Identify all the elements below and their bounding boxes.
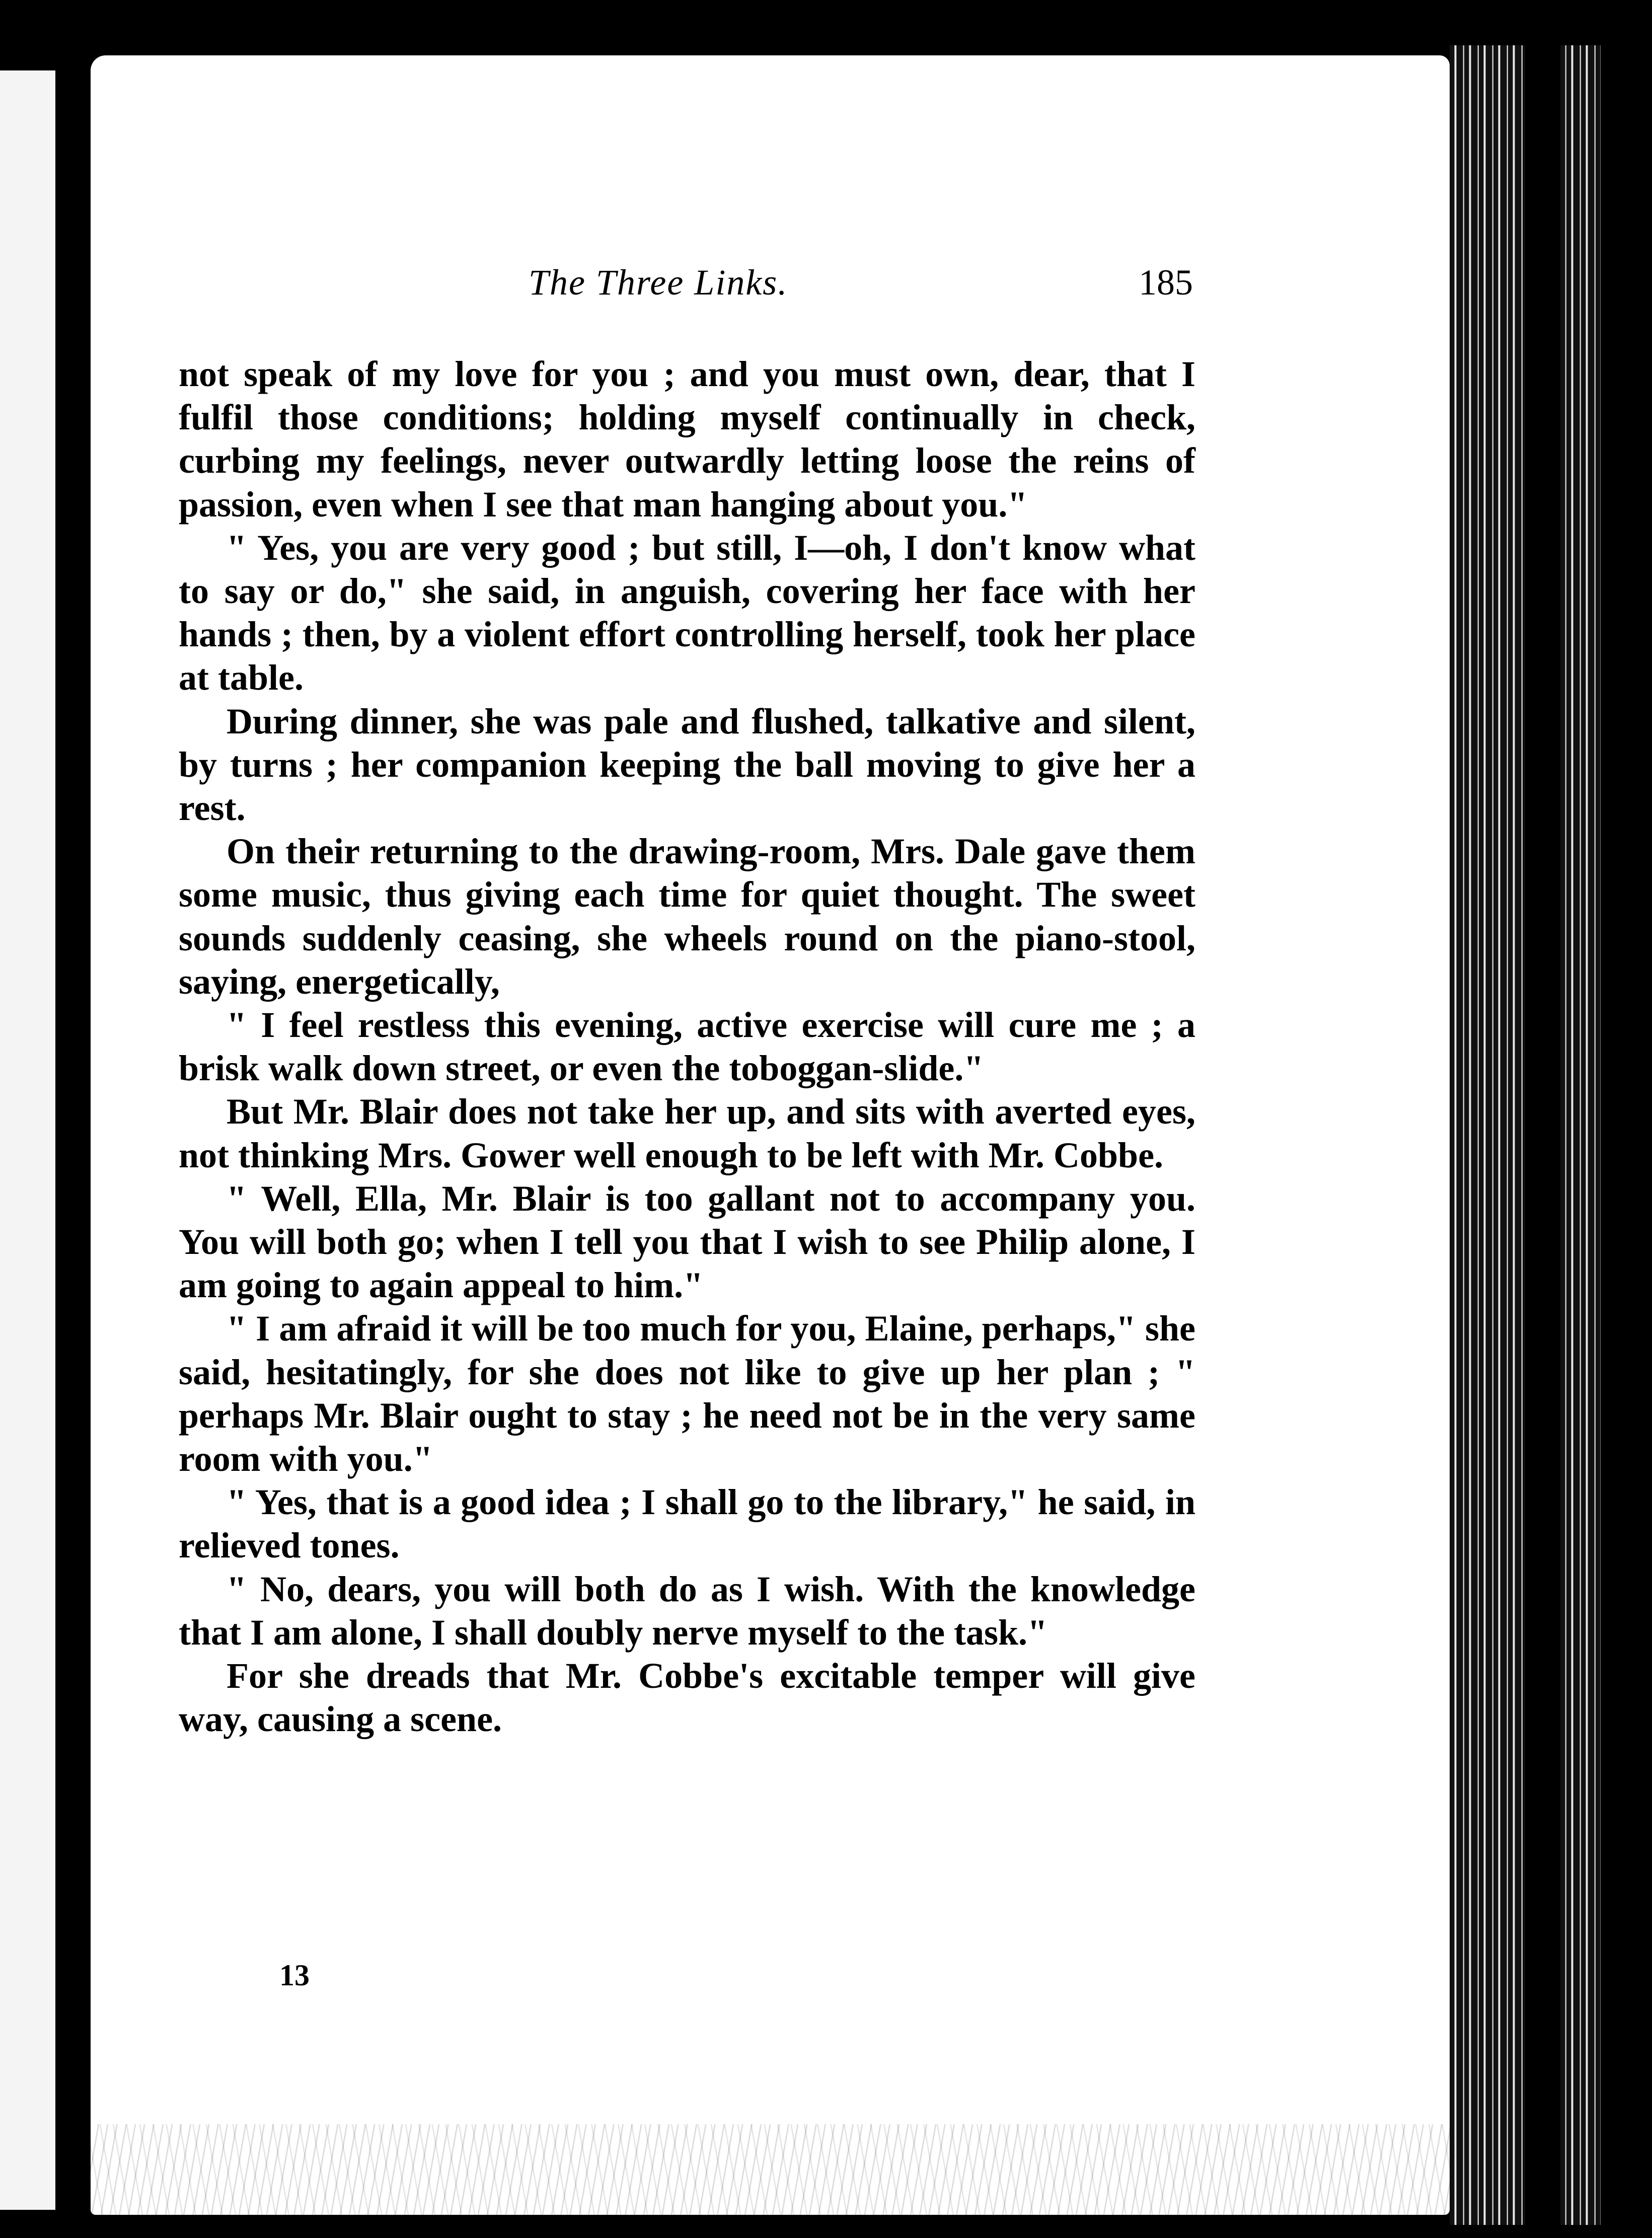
running-title: The Three Links. <box>529 262 788 303</box>
body-text <box>179 352 1195 1741</box>
paragraph: " Yes, that is a good idea ; I shall go to the library," he said, in relieved tones. <box>179 1482 1195 1566</box>
scan-noise <box>91 2124 1450 2215</box>
paragraph: But Mr. Blair does not take her up, and sits with averted eyes, not thinking Mrs. Gower well enough to be left with Mr. Cobbe. <box>179 1091 1195 1175</box>
paragraph: During dinner, she was pale and flushed, talkative and silent, by turns ; her companion keeping the ball moving to give her a rest. <box>179 701 1195 829</box>
signature-mark: 13 <box>279 1959 310 1992</box>
left-page-edge <box>0 70 55 2210</box>
page-header <box>181 262 1193 307</box>
page-number: 185 <box>1139 262 1193 303</box>
paragraph: " No, dears, you will both do as I wish. With the knowledge that I am alone, I shall doubly nerve myself to the task." <box>179 1569 1195 1653</box>
book-spine-shadow <box>1525 30 1560 2235</box>
paragraph: On their returning to the drawing-room, Mrs. Dale gave them some music, thus giving each time for quiet thought. The sweet sounds suddenly ceasing, she wheels round on the piano-stool, saying, energetically, <box>179 831 1195 1002</box>
paragraph: " Well, Ella, Mr. Blair is too gallant not to accompany you. You will both go; when I tell you that I wish to see Philip alone, I am going to again appeal to him." <box>179 1178 1195 1306</box>
paragraph: " I am afraid it will be too much for you, Elaine, perhaps," she said, hesitatingly, for she does not like to give up her plan ; " perhaps Mr. Blair ought to stay ; he need not be in the very same room with you." <box>179 1308 1195 1479</box>
paragraph: not speak of my love for you ; and you must own, dear, that I fulfil those conditions; holding myself continually in check, curbing my feelings, never outwardly letting loose the reins of passion, even when I see that man hanging about you." <box>179 354 1195 525</box>
paragraph: " I feel restless this evening, active exercise will cure me ; a brisk walk down street, or even the toboggan-slide." <box>179 1005 1195 1089</box>
paragraph: " Yes, you are very good ; but still, I—oh, I don't know what to say or do," she said, in anguish, covering her face with her hands ; then, by a violent effort controlling herself, took her place at table. <box>179 527 1195 698</box>
paragraph: For she dreads that Mr. Cobbe's excitable temper will give way, causing a scene. <box>179 1656 1195 1740</box>
